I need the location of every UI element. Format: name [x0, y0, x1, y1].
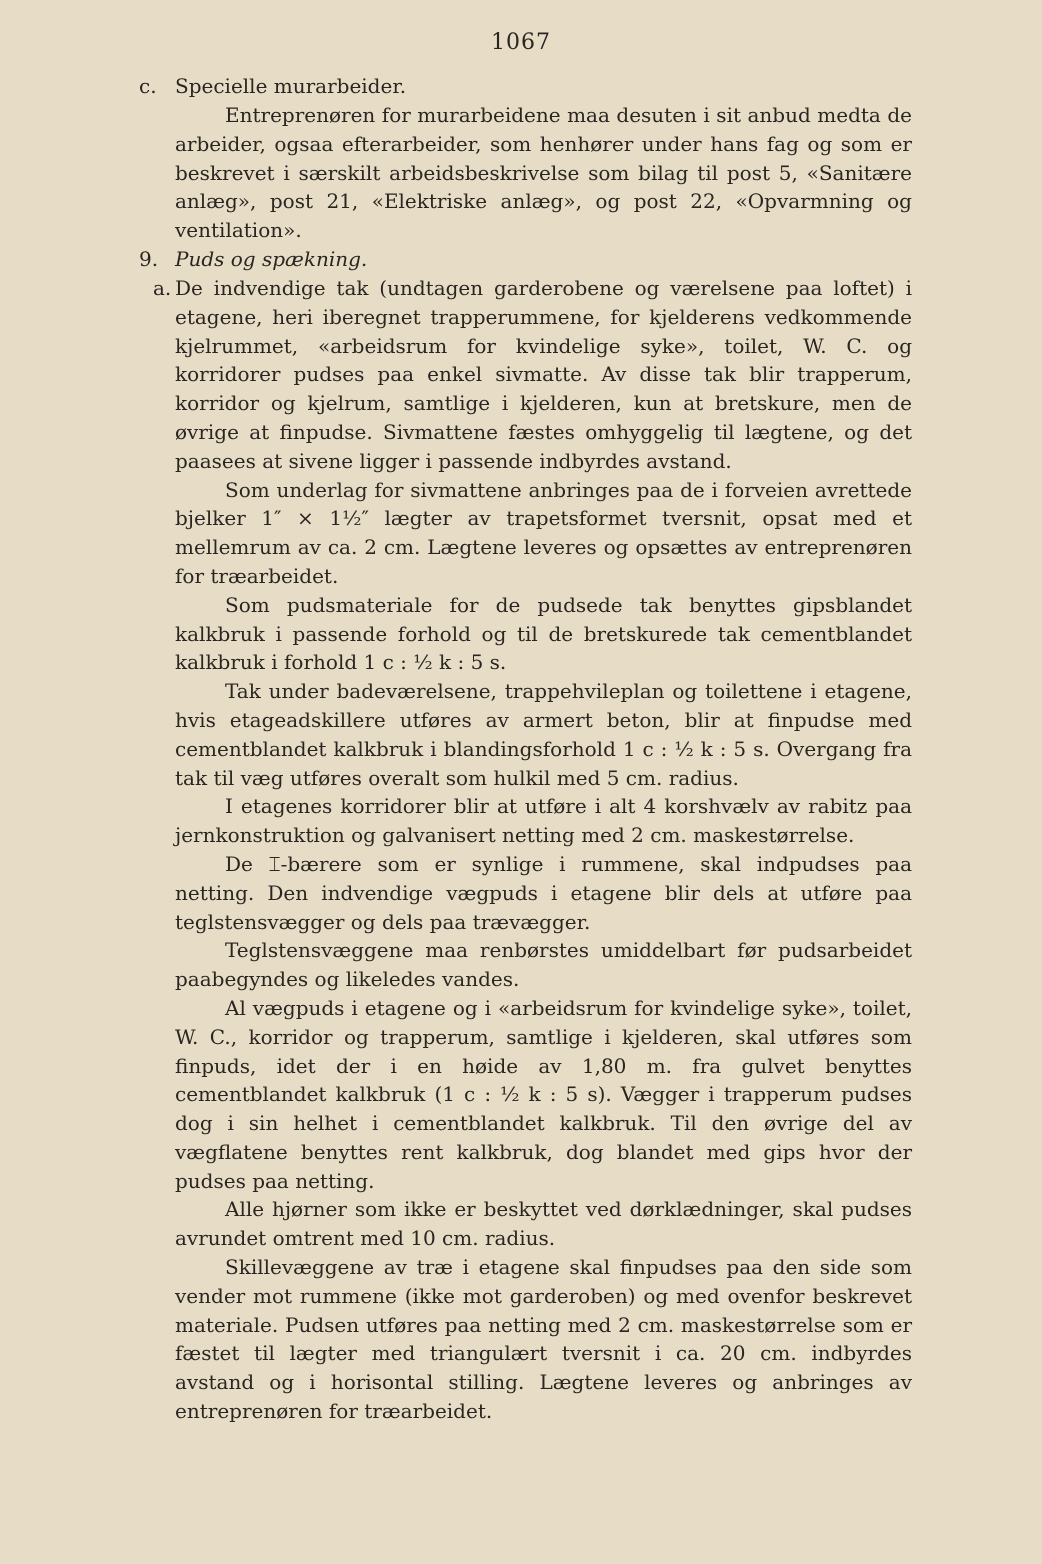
section-c-marker: c. — [139, 74, 157, 98]
page-number: 1067 — [491, 30, 551, 55]
section-a-paragraph-1: De indvendige tak (undtagen garderobene og værelsene paa loftet) i etagene, heri iberegnet trapperummene, for kjelderens vedkommende kjelrummet, «arbeidsrum for kvindelige syke», toilet, W. C. og korridorer pudses paa enkel sivmatte. Av disse tak blir trapperum, korridor og kjelrum, samtlige i kjelderen, kun at bretskure, men de øvrige at finpudse. Sivmattene fæstes omhyggelig til lægtene, og det paasees at sivene ligger i passende indbyrdes avstand. — [175, 275, 912, 473]
section-a — [153, 274, 912, 476]
section-a-paragraph-2: Som underlag for sivmattene anbringes paa de i forveien avrettede bjelker 1″ × 1½″ lægter av trapetsformet tversnit, opsat med et mellemrum av ca. 2 cm. Lægtene leveres og opsættes av entreprenøren for træarbeidet. — [175, 477, 912, 588]
section-c-title: Specielle murarbeider. — [175, 74, 407, 98]
section-9-heading — [139, 245, 912, 274]
section-c-heading — [139, 72, 912, 101]
section-a-paragraph-8: Al vægpuds i etagene og i «arbeidsrum for kvindelige syke», toilet, W. C., korridor og trapperum, samtlige i kjelderen, skal utføres som finpuds, idet der i en høide av 1,80 m. fra gulvet benyttes cementblandet kalkbruk (1 c : ½ k : 5 s). Vægger i trapperum pudses dog i sin helhet i cementblandet kalkbruk. Til den øvrige del av vægflatene benyttes rent kalkbruk, dog blandet med gips hvor der pudses paa netting. — [175, 995, 912, 1193]
section-a-paragraph-6: De ⌶-bærere som er synlige i rummene, skal indpudses paa netting. Den indvendige vægpuds i etagene blir dels at utføre paa teglstensvægger og dels paa trævægger. — [175, 851, 912, 934]
section-9-title: Puds og spækning. — [175, 246, 368, 271]
section-9-marker: 9. — [139, 246, 159, 271]
section-c-paragraph: Entreprenøren for murarbeidene maa desuten i sit anbud medta de arbeider, ogsaa efterarbeider, som henhører under hans fag og som er beskrevet i særskilt arbeidsbeskrivelse som bilag til post 5, «Sanitære anlæg», post 21, «Elektriske anlæg», og post 22, «Opvarmning og ventilation». — [175, 103, 912, 243]
section-a-marker: a. — [153, 275, 172, 300]
section-a-paragraph-10: Skillevæggene av træ i etagene skal finpudses paa den side som vender mot rummene (ikke mot garderoben) og med ovenfor beskrevet materiale. Pudsen utføres paa netting med 2 cm. maskestørrelse som er fæstet til lægter med triangulært tversnit i ca. 20 cm. indbyrdes avstand og i horisontal stilling. Lægtene leveres og anbringes av entreprenøren for træarbeidet. — [175, 1255, 912, 1424]
section-a-paragraph-5: I etagenes korridorer blir at utføre i alt 4 korshvælv av rabitz paa jernkonstruktion og galvanisert netting med 2 cm. maskestørrelse. — [175, 794, 912, 848]
section-a-paragraph-9: Alle hjørner som ikke er beskyttet ved dørklædninger, skal pudses avrundet omtrent med 10 cm. radius. — [175, 1197, 912, 1251]
section-a-paragraph-3: Som pudsmateriale for de pudsede tak benyttes gipsblandet kalkbruk i passende forhold og til de bretskurede tak cementblandet kalkbruk i forhold 1 c : ½ k : 5 s. — [175, 592, 912, 675]
section-a-paragraph-7: Teglstensvæggene maa renbørstes umiddelbart før pudsarbeidet paabegyndes og likeledes vandes. — [175, 938, 912, 992]
page-content — [139, 72, 912, 1426]
section-a-paragraph-4: Tak under badeværelsene, trappehvileplan og toilettene i etagene, hvis etageadskillere utføres av armert beton, blir at finpudse med cementblandet kalkbruk i blandingsforhold 1 c : ½ k : 5 s. Overgang fra tak til væg utføres overalt som hulkil med 5 cm. radius. — [175, 679, 912, 790]
